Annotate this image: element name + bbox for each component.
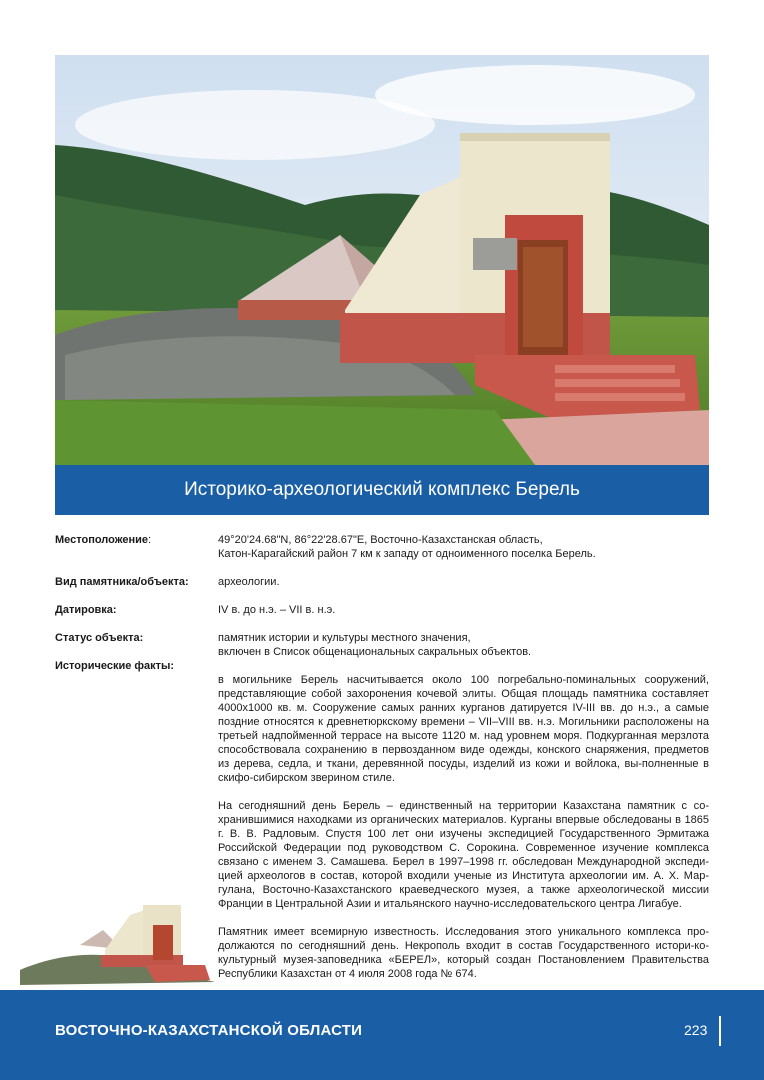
field-label: Датировка:: [55, 604, 117, 616]
monument-photo-illustration: [55, 55, 709, 465]
facts-paragraph: в могильнике Берель насчитывается около 100 погребально-поминальных сооружений, представляющие собой захоронения кочевой элиты. Общая площадь памятника составляет 4000х1000 кв. м. Сооружение самых ранних курганов датируется IV-III вв. до н.э., а самые поздние относятся к древнетюркскому времени – VII–VIII вв. н.э. Могильники расположены на третьей надпойменной террасе на высоте 1120 м. над уровнем моря. Подкурганная мерзлота способствовала сохранению в первозданном виде одежды, конского снаряжения, предметов из дерева, седла, и ткани, деревянной посуды, изделий из кожи и войлока, вы-полненные в скифо-сибирском зверином стиле.: [218, 674, 709, 784]
hero-photo: [55, 55, 709, 465]
field-location: [55, 533, 709, 575]
page-footer: [0, 990, 764, 1080]
monument-thumbnail: [15, 900, 220, 990]
field-label: Исторические факты:: [55, 660, 175, 672]
facts-paragraph: Памятник имеет всемирную известность. Исследования этого уникального комплекса про-должаются по сегодняшний день. Некрополь входит в состав Государственного истори-ко-культурный музея-заповедника «БЕРЕЛ», который создан Постановлением Правительства Республики Казахстан от 4 июля 2008 года № 674.: [218, 926, 709, 980]
footer-region: ВОСТОЧНО-КАЗАХСТАНСКОЙ ОБЛАСТИ: [55, 1022, 363, 1039]
field-value: IV в. до н.э. – VII в. н.э.: [218, 604, 336, 616]
page-title: Историко-археологический комплекс Берель: [184, 479, 580, 500]
footer-divider: [719, 1016, 721, 1046]
field-status: [55, 631, 709, 659]
field-dating: [55, 603, 709, 631]
page-number: 223: [684, 1022, 708, 1038]
field-value: археологии.: [218, 576, 280, 588]
field-value: памятник истории и культуры местного значения, включен в Список общенациональных сакральных объектов.: [218, 632, 532, 658]
field-label: Местоположение:: [55, 534, 152, 546]
page-title-bar: [55, 465, 709, 515]
field-value: 49°20'24.68"N, 86°22'28.67"E, Восточно-Казахстанская область, Катон-Карагайский район 7 км к западу от одноименного поселка Берель.: [218, 534, 596, 560]
field-label: Статус объекта:: [55, 632, 144, 644]
facts-paragraph: На сегодняшний день Берель – единственный на территории Казахстана памятник с со-хранившимися находками из органических материалов. Курганы впервые обследованы в 1865 г. В. В. Радловым. Спустя 100 лет они изучены экспедицией Государственного Эрмитажа Российской Федерации под руководством С. Сорокина. Современное изучение комплекса связано с именем З. Самашева. Берел в 1997–1998 гг. обследован Международной экспеди-цией археологов в состав, которой входили ученые из Института археологии им. А. Х. Мар-гулана, Восточно-Казахстанского краеведческого музея, а также археологической миссии Франции в Центральной Азии и итальянского научно-исследовательского центра Лигабуе.: [218, 800, 709, 910]
monument-thumbnail-illustration: [15, 900, 220, 990]
field-type: [55, 575, 709, 603]
field-label: Вид памятника/объекта:: [55, 576, 189, 588]
